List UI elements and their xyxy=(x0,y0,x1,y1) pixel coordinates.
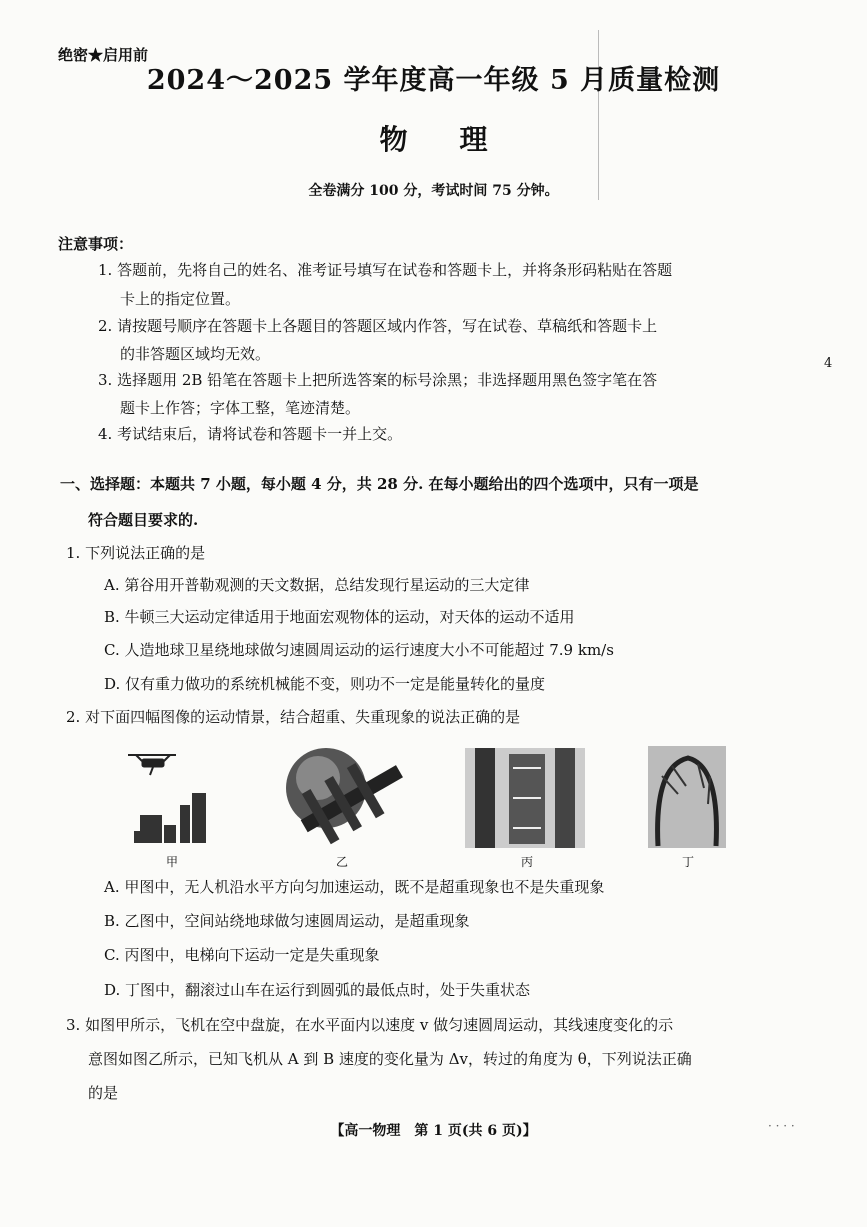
question-2-option-c: C. 丙图中，电梯向下运动一定是失重现象 xyxy=(104,946,380,964)
question-2-option-d: D. 丁图中，翻滚过山车在运行到圆弧的最低点时，处于失重状态 xyxy=(104,981,531,999)
question-1-option-c: C. 人造地球卫星绕地球做匀速圆周运动的运行速度大小不可能超过 7.9 km/s xyxy=(104,641,614,659)
notice-item: 1. 答题前，先将自己的姓名、准考证号填写在试卷和答题卡上，并将条形码粘贴在答题 xyxy=(98,261,673,279)
notice-item: 4. 考试结束后，请将试卷和答题卡一并上交。 xyxy=(98,425,403,443)
footer-dots: · · · · xyxy=(768,1119,795,1133)
figure-elevator-image xyxy=(465,748,585,848)
section-instructions-cont: 符合题目要求的. xyxy=(88,511,199,529)
figure-caption: 甲 xyxy=(165,855,178,869)
question-2-option-b: B. 乙图中，空间站绕地球做匀速圆周运动，是超重现象 xyxy=(104,912,470,930)
question-3-stem: 3. 如图甲所示，飞机在空中盘旋，在水平面内以速度 v 做匀速圆周运动，其线速度变化的示 xyxy=(66,1016,674,1034)
question-3-stem-cont: 的是 xyxy=(88,1084,119,1102)
full-mark-note: 全卷满分 100 分，考试时间 75 分钟。 xyxy=(308,183,559,199)
question-1-option-d: D. 仅有重力做功的系统机械能不变，则功不一定是能量转化的量度 xyxy=(104,675,546,693)
notice-item: 题卡上作答；字体工整，笔迹清楚。 xyxy=(120,399,361,417)
question-3-stem-cont: 意图如图乙所示，已知飞机从 A 到 B 速度的变化量为 Δv，转过的角度为 θ，下列说法正确 xyxy=(88,1050,692,1068)
figure-caption: 丁 xyxy=(681,855,694,869)
question-1-option-b: B. 牛顿三大运动定律适用于地面宏观物体的运动，对天体的运动不适用 xyxy=(104,608,575,626)
notice-item: 3. 选择题用 2B 铅笔在答题卡上把所选答案的标号涂黑；非选择题用黑色签字笔在答 xyxy=(98,371,658,389)
notice-item: 2. 请按题号顺序在答题卡上各题目的答题区域内作答，写在试卷、草稿纸和答题卡上 xyxy=(98,317,658,335)
question-1-option-a: A. 第谷用开普勒观测的天文数据，总结发现行星运动的三大定律 xyxy=(104,576,530,594)
page-footer: 【高一物理 第 1 页(共 6 页)】 xyxy=(330,1123,537,1139)
question-2-stem: 2. 对下面四幅图像的运动情景，结合超重、失重现象的说法正确的是 xyxy=(66,708,521,726)
figure-roller-coaster-image xyxy=(648,746,726,848)
scan-fold-line xyxy=(598,30,599,200)
margin-number: 4 xyxy=(824,356,833,371)
figure-drone-image xyxy=(120,745,220,850)
notice-item: 的非答题区域均无效。 xyxy=(120,345,271,363)
figure-space-station-image xyxy=(278,742,408,852)
confidential-label: 绝密★启用前 xyxy=(58,46,149,64)
notice-item: 卡上的指定位置。 xyxy=(120,290,241,308)
question-1-stem: 1. 下列说法正确的是 xyxy=(66,544,206,562)
section-instructions: 一、选择题：本题共 7 小题，每小题 4 分，共 28 分. 在每小题给出的四个选项中，只有一项是 xyxy=(60,475,699,493)
question-2-option-a: A. 甲图中，无人机沿水平方向匀加速运动，既不是超重现象也不是失重现象 xyxy=(104,878,605,896)
notice-heading: 注意事项： xyxy=(58,235,134,253)
subject-title: 物理 xyxy=(379,123,540,156)
exam-title: 2024～2025 学年度高一年级 5 月质量检测 xyxy=(146,65,721,96)
figure-caption: 乙 xyxy=(335,855,348,869)
figure-caption: 丙 xyxy=(520,855,533,869)
